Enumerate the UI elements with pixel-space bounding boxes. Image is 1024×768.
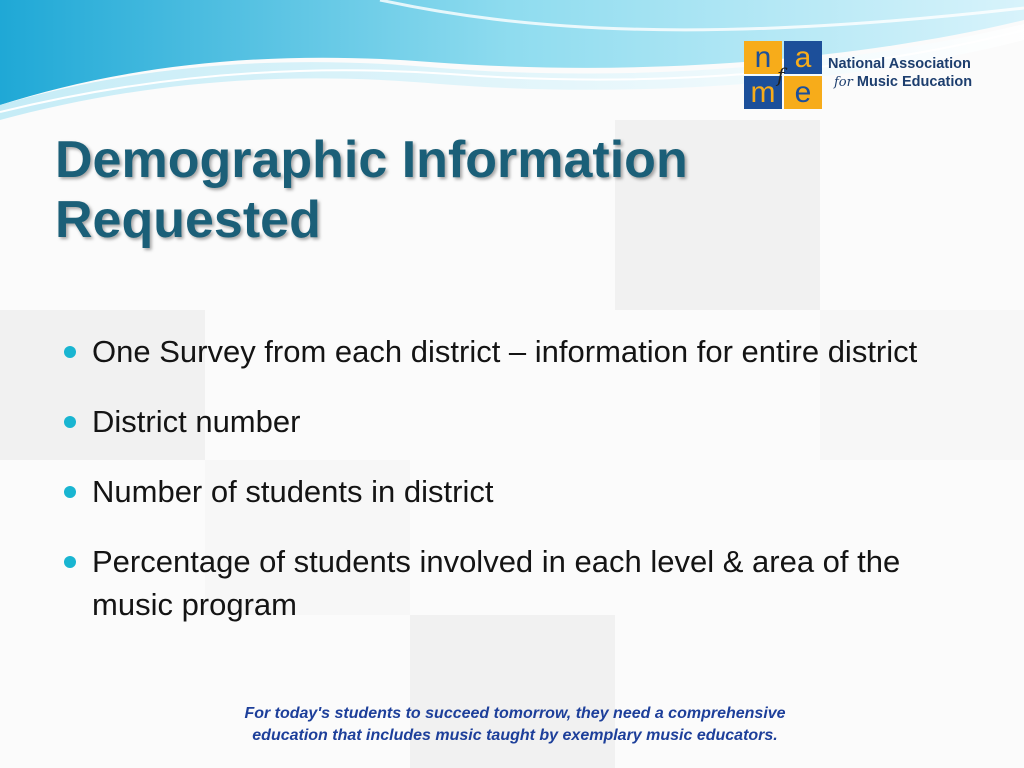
footer-line2: education that includes music taught by exemplary music educators. xyxy=(252,727,778,744)
slide-title xyxy=(55,130,955,250)
logo-letter-f: f xyxy=(777,63,785,87)
org-name-line2 xyxy=(828,73,972,92)
footer-line1: For today's students to succeed tomorrow, they need a comprehensive xyxy=(244,705,786,722)
bullet-dot-icon xyxy=(64,416,76,428)
slide-footer xyxy=(160,703,870,747)
bullet-dot-icon xyxy=(64,486,76,498)
logo-letter-n: n xyxy=(744,41,782,74)
org-name-line2-text: Music Education xyxy=(856,74,973,90)
slide-title-line2: Requested xyxy=(55,191,321,249)
bullet-dot-icon xyxy=(64,556,76,568)
logo-letter-e: e xyxy=(784,76,822,109)
bullet-item xyxy=(62,330,982,373)
bullet-text: Number of students in district xyxy=(92,474,494,509)
slide-title-line1: Demographic Information xyxy=(55,131,688,189)
bullet-item xyxy=(62,400,982,443)
logo-letter-a: a xyxy=(784,41,822,74)
org-name-for: for xyxy=(834,75,853,90)
bullet-text: Percentage of students involved in each level & area of the music program xyxy=(92,544,901,622)
nafme-logo xyxy=(744,41,822,109)
bullet-item xyxy=(62,540,982,626)
bullet-dot-icon xyxy=(64,346,76,358)
bullet-text: One Survey from each district – information for entire district xyxy=(92,334,918,369)
org-name-line1: National Association xyxy=(828,56,971,72)
organization-name xyxy=(828,55,972,92)
logo-letter-m: m xyxy=(744,76,782,109)
bullet-list xyxy=(62,330,982,653)
bullet-item xyxy=(62,470,982,513)
bullet-text: District number xyxy=(92,404,301,439)
